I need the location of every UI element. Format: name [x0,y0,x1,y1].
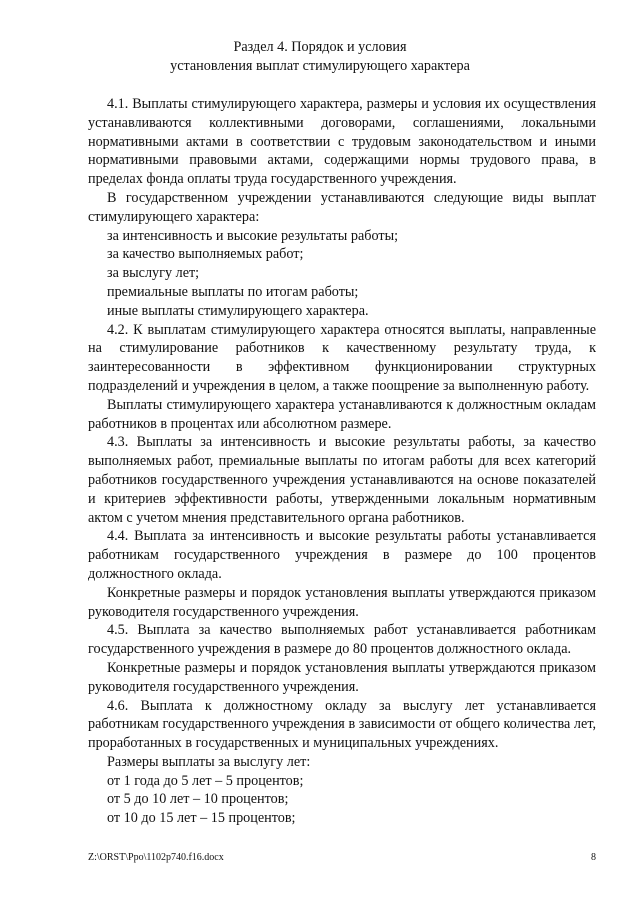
list-item: за интенсивность и высокие результаты работы; [107,227,399,244]
list-item: от 5 до 10 лет – 10 процентов; [107,791,289,808]
list-item: от 1 года до 5 лет – 5 процентов; [107,772,304,789]
list-item: за выслугу лет; [107,265,200,282]
paragraph-order-4-4: Конкретные размеры и порядок установления выплаты утверждаются приказом руководителя государственного учреждения. [88,584,596,620]
paragraph-4-2: 4.2. К выплатам стимулирующего характера относятся выплаты, направленные на стимулирование работников к качественному результату труда, к заинтересованности в эффективном функционировании структурных подразделений и учреждения в целом, а также поощрение за выполненную работу. [88,321,596,394]
paragraph-4-3: 4.3. Выплаты за интенсивность и высокие результаты работы, за качество выполняемых работ, премиальные выплаты по итогам работы для всех категорий работников государственного учреждения устанавливаются на основе показателей и критериев эффективности работы, утвержденными локальным нормативным актом с учетом мнения представительного органа работников. [88,434,596,526]
paragraph-types-intro: В государственном учреждении устанавливаются следующие виды выплат стимулирующего характера: [88,189,596,225]
page-number: 8 [591,852,596,863]
paragraph-4-6: 4.6. Выплата к должностному окладу за выслугу лет устанавливается работникам государственного учреждения в зависимости от общего количества лет, проработанных в государственных и муниципальных учреждениях. [88,697,596,752]
document-body [88,95,596,828]
list-item: за качество выполняемых работ; [107,246,304,263]
list-item: премиальные выплаты по итогам работы; [107,283,359,300]
paragraph-4-5: 4.5. Выплата за качество выполняемых работ устанавливается работникам государственного учреждения в размере до 80 процентов должностного оклада. [88,622,596,658]
section-title [0,38,640,76]
list-item: иные выплаты стимулирующего характера. [107,302,369,319]
paragraph-salary-basis: Выплаты стимулирующего характера устанавливаются к должностным окладам работников в процентах или абсолютном размере. [88,396,596,432]
page-footer [88,852,596,864]
file-path: Z:\ORST\Ppo\1102p740.f16.docx [88,852,224,863]
list-item: от 10 до 15 лет – 15 процентов; [107,810,296,827]
paragraph-4-4: 4.4. Выплата за интенсивность и высокие результаты работы устанавливается работникам государственного учреждения в размере до 100 процентов должностного оклада. [88,528,596,582]
section-title-line-2: установления выплат стимулирующего характера [170,58,470,74]
section-title-line-1: Раздел 4. Порядок и условия [233,39,407,55]
paragraph-order-4-5: Конкретные размеры и порядок установления выплаты утверждаются приказом руководителя государственного учреждения. [88,659,596,695]
paragraph-seniority-intro: Размеры выплаты за выслугу лет: [107,753,311,770]
paragraph-4-1: 4.1. Выплаты стимулирующего характера, размеры и условия их осуществления устанавливаются коллективными договорами, соглашениями, локальными нормативными актами в соответствии с трудовым законодательством и иными нормативными правовыми актами, содержащими нормы трудового права, в пределах фонда оплаты труда государственного учреждения. [88,96,596,188]
